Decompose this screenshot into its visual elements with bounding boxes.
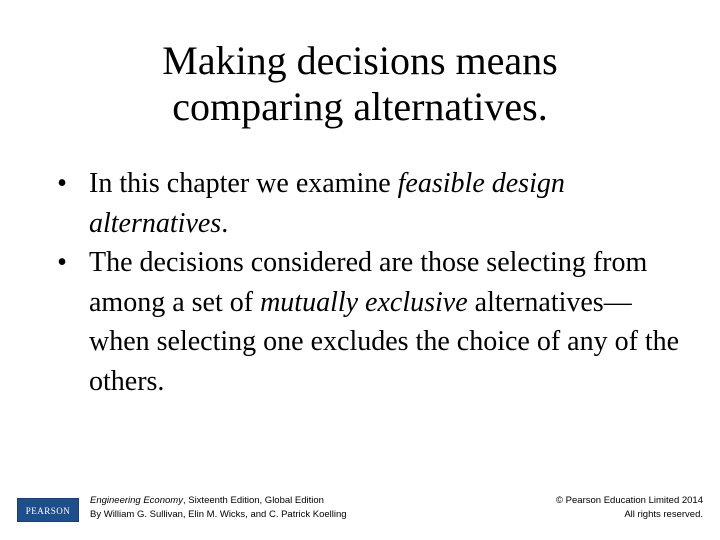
pearson-logo bbox=[17, 498, 79, 522]
bullet-item bbox=[52, 243, 692, 401]
book-title: Engineering Economy bbox=[90, 495, 183, 506]
book-title-row bbox=[90, 494, 420, 508]
bullet-text: In this chapter we examine bbox=[89, 168, 398, 199]
rights-text: All rights reserved. bbox=[624, 509, 703, 520]
bullet-marker: • bbox=[57, 247, 67, 278]
slide-footer bbox=[0, 490, 720, 530]
copyright-text: © Pearson Education Limited 2014 bbox=[556, 495, 703, 506]
pearson-logo-text: PEARSON bbox=[25, 506, 71, 516]
bullet-text-end: alternatives—when selecting one excludes the choice of any of the others. bbox=[89, 286, 680, 397]
book-credit bbox=[90, 494, 420, 522]
slide-title bbox=[80, 38, 640, 130]
bullet-text-end: . bbox=[221, 207, 229, 239]
copyright-notice bbox=[443, 494, 703, 522]
book-authors: By William G. Sullivan, Elin M. Wicks, and C. Patrick Koelling bbox=[90, 509, 347, 520]
slide-title-line-1: Making decisions means bbox=[162, 38, 558, 83]
bullet-marker: • bbox=[57, 168, 67, 199]
bullet-emphasis: mutually exclusive bbox=[260, 286, 468, 318]
book-edition: , Sixteenth Edition, Global Edition bbox=[182, 495, 324, 506]
bullet-item bbox=[52, 164, 692, 243]
bullet-list bbox=[52, 164, 692, 401]
slide-title-line-2: comparing alternatives. bbox=[172, 84, 548, 129]
bullet-text: The decisions considered are those selecting from among a set of bbox=[89, 247, 648, 318]
bullet-emphasis: feasible design alternatives bbox=[89, 168, 565, 239]
pearson-logo-graphic bbox=[18, 499, 78, 521]
